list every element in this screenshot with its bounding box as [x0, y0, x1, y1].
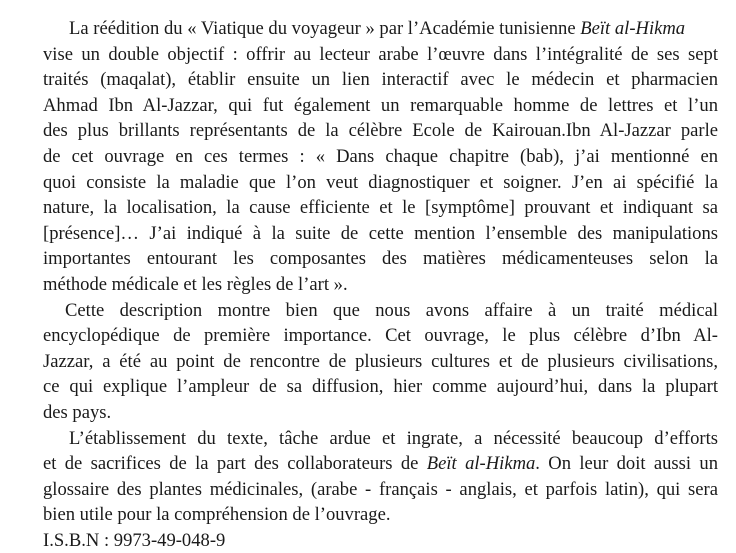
text-line: importantes entourant les composantes des matières médicamenteuses selon la — [43, 248, 718, 270]
isbn-line: I.S.B.N : 9973-49-048-9 — [43, 529, 226, 551]
paragraph-3 — [43, 426, 718, 528]
text-line: Jazzar, a été au point de rencontre de plusieurs cultures et de plusieurs civilisations, — [43, 350, 718, 372]
emphasis-text: Beït al-Hikma — [580, 18, 686, 39]
text-line: traités (maqalat), établir ensuite un lien interactif avec le médecin et pharmacien — [43, 69, 718, 91]
text-line: L’établissement du texte, tâche ardue et ingrate, a nécessité beaucoup d’efforts — [69, 427, 718, 449]
text-line: bien utile pour la compréhension de l’ouvrage. — [43, 504, 391, 526]
paragraph-1 — [43, 16, 718, 298]
text-line: ce qui explique l’ampleur de sa diffusion, hier comme aujourd’hui, dans la plupart — [43, 376, 718, 398]
text-line: quoi consiste la maladie que l’on veut diagnostiquer et soigner. J’en ai spécifié la — [43, 171, 718, 193]
text-line: et de sacrifices de la part des collaborateurs de Beït al-Hikma. On leur doit aussi un — [43, 453, 718, 475]
text-line: [présence]… J’ai indiqué à la suite de cette mention l’ensemble des manipulations — [43, 222, 718, 244]
text-line: nature, la localisation, la cause efficiente et le [symptôme] prouvant et indiquant sa — [43, 197, 718, 219]
text-line: vise un double objectif : offrir au lecteur arabe l’œuvre dans l’intégralité de ses sept — [43, 43, 718, 65]
text-line: glossaire des plantes médicinales, (arabe - français - anglais, et parfois latin), qui sera — [43, 478, 718, 500]
emphasis-text: Beït al-Hikma — [426, 453, 536, 475]
text-line: des pays. — [43, 401, 112, 423]
text-line: Ahmad Ibn Al-Jazzar, qui fut également un remarquable homme de lettres et l’un — [43, 94, 718, 116]
paragraph-2 — [43, 298, 718, 426]
text-line: Cette description montre bien que nous avons affaire à un traité médical — [65, 299, 718, 321]
text-line: des plus brillants représentants de la célèbre Ecole de Kairouan.Ibn Al-Jazzar parle — [43, 120, 718, 142]
text-line: encyclopédique de première importance. Cet ouvrage, le plus célèbre d’Ibn Al- — [43, 325, 718, 347]
text-line: méthode médicale et les règles de l’art ». — [43, 273, 348, 295]
text-line: de cet ouvrage en ces termes : « Dans chaque chapitre (bab), j’ai mentionné en — [43, 145, 718, 167]
text-line: La réédition du « Viatique du voyageur » par l’Académie tunisienne Beït al-Hikma — [69, 18, 686, 39]
